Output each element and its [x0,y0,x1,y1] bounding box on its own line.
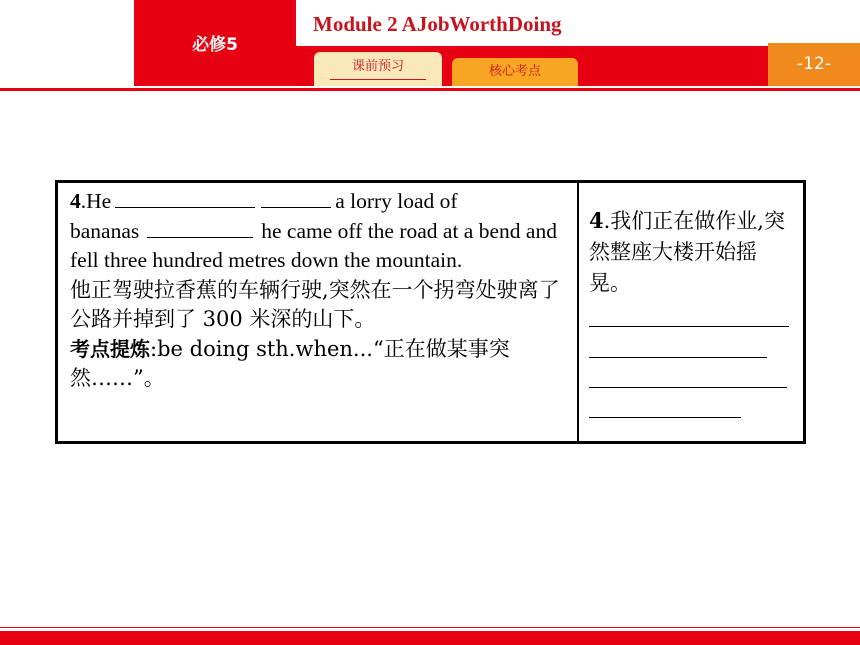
sentence-part: bananas [70,218,140,243]
footer-bar [0,631,860,645]
tab-preview[interactable] [314,52,442,86]
key-point-text: :be doing sth.when...“正在做某事突然……”。 [70,336,510,390]
translation: 他正驾驶拉香蕉的车辆行驶,突然在一个拐弯处驶离了公路并掉到了 300 米深的山下。 [70,277,560,331]
tab-core-label: 核心考点 [488,64,541,79]
page-number: -12- [768,43,860,86]
answer-line[interactable] [589,326,789,327]
tab-preview-label: 课前预习 [351,59,404,74]
example-cell [70,187,570,394]
answer-line[interactable] [589,387,787,388]
answer-blank[interactable] [115,187,255,208]
exercise-prompt [589,205,794,299]
book-tab [134,0,296,86]
exercise-number: 4 [589,208,604,233]
answer-line[interactable] [589,357,767,358]
tab-core-points[interactable] [452,58,578,86]
item-number: 4 [70,189,81,213]
key-point-label: 考点提炼 [70,336,150,361]
header-divider [0,88,860,91]
column-divider [577,183,579,441]
tab-underline [330,79,426,80]
sentence-part: a lorry load of [335,189,458,213]
book-label: 必修5 [192,35,238,55]
exercise-table [55,180,806,444]
answer-blank[interactable] [147,217,253,238]
example-sentence [70,187,570,276]
exercise-cell [589,205,794,299]
answer-blank[interactable] [261,187,331,208]
sentence-part: he came off the road at a bend and fell three hundred metres down the mountain. [70,218,557,272]
module-title: Module 2 AJobWorthDoing [313,12,562,36]
key-point [70,335,570,394]
answer-line[interactable] [589,417,741,418]
exercise-text: .我们正在做作业,突然整座大楼开始摇晃。 [589,209,785,295]
sentence-part: .He [80,189,112,213]
